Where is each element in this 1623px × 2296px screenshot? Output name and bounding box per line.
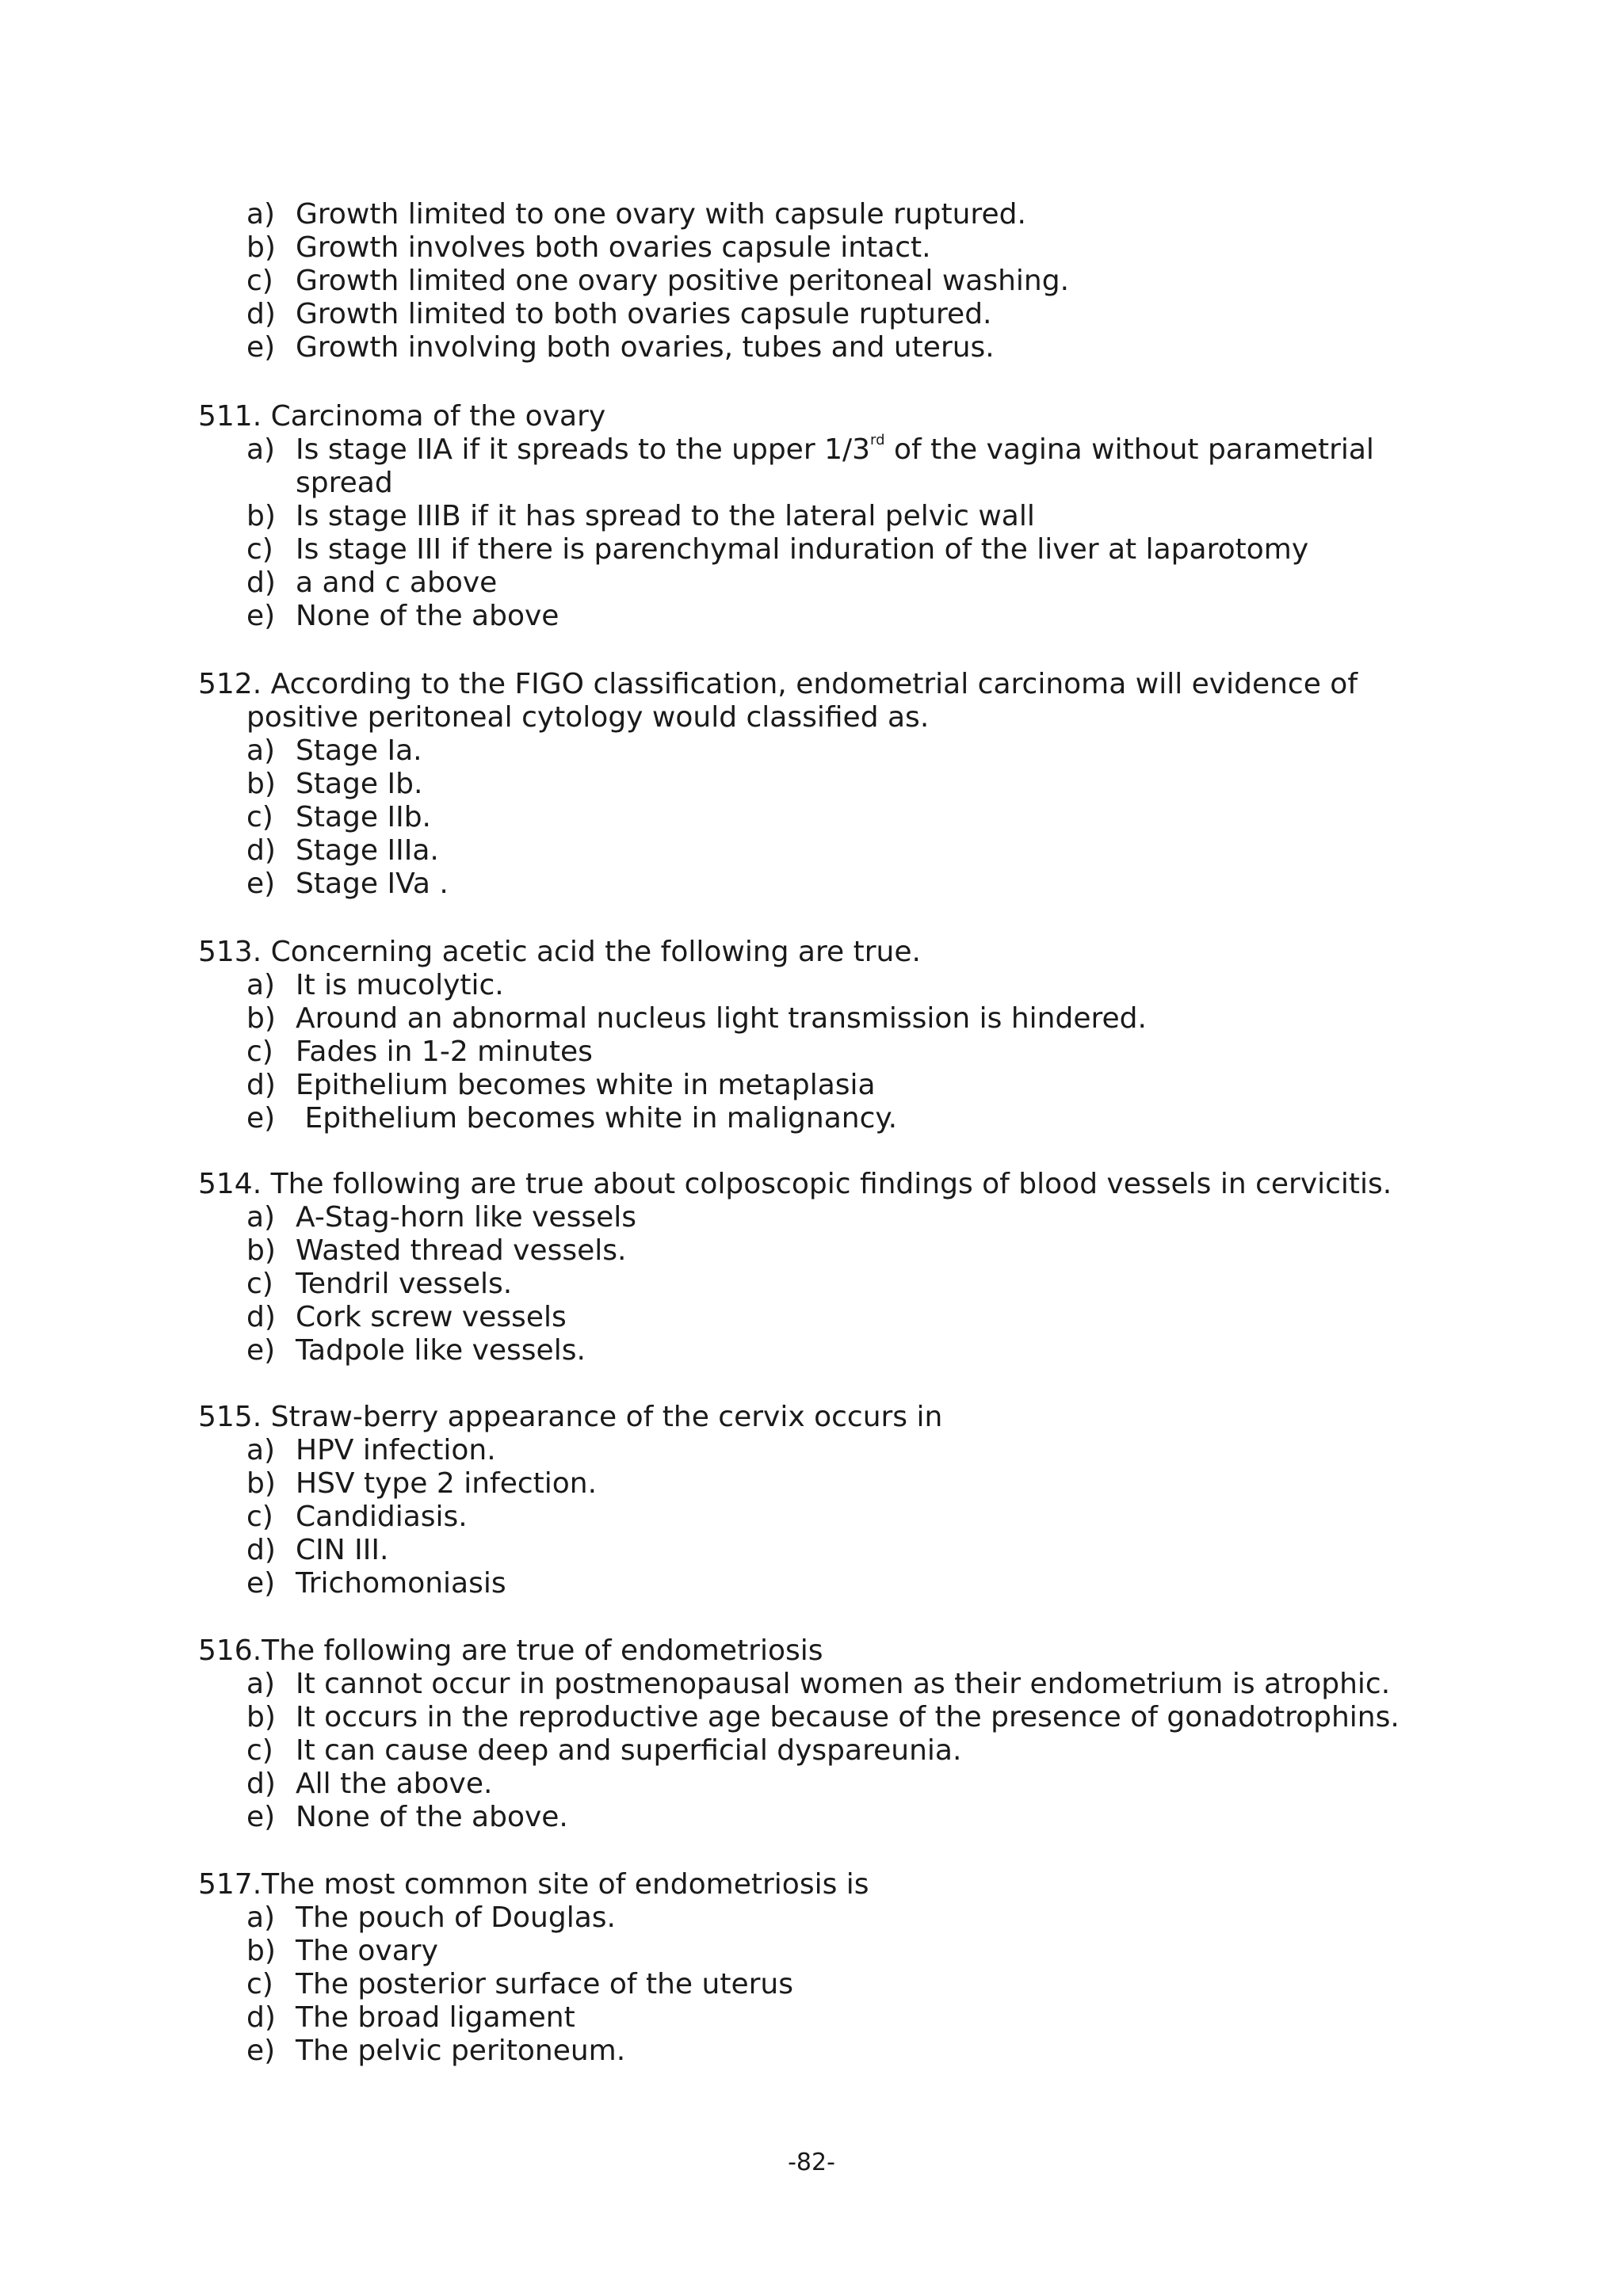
option-letter: a) <box>246 1901 276 1934</box>
option-a <box>246 198 1026 231</box>
option-text: It cannot occur in postmenopausal women as their endometrium is atrophic. <box>296 1668 1391 1700</box>
option-text: Is stage III if there is parenchymal induration of the liver at laparotomy <box>296 533 1309 566</box>
option-letter: b) <box>246 768 276 800</box>
option-c <box>246 1501 468 1534</box>
option-letter: c) <box>246 1501 273 1533</box>
option-text: Growth limited to one ovary with capsule ruptured. <box>296 198 1026 231</box>
option-letter: e) <box>246 868 276 900</box>
option-text: The pelvic peritoneum. <box>296 2035 626 2067</box>
option-letter: d) <box>246 834 276 867</box>
option-letter: c) <box>246 1035 273 1068</box>
option-letter: a) <box>246 1668 276 1700</box>
question-text-continuation: positive peritoneal cytology would classified as. <box>246 701 930 734</box>
option-d <box>246 1768 492 1801</box>
option-text: Stage Ib. <box>296 768 423 800</box>
option-d <box>246 1069 876 1102</box>
option-d <box>246 1301 567 1334</box>
option-text: Stage Ia. <box>296 734 422 767</box>
option-d <box>246 298 991 331</box>
option-text: Epithelium becomes white in metaplasia <box>296 1069 876 1101</box>
option-letter: a) <box>246 198 276 231</box>
option-text: A-Stag-horn like vessels <box>296 1201 636 1234</box>
option-c <box>246 1734 961 1768</box>
option-e <box>246 1334 586 1367</box>
option-letter: c) <box>246 1734 273 1767</box>
option-letter: d) <box>246 2001 276 2034</box>
option-letter: e) <box>246 1334 276 1367</box>
option-text: Fades in 1-2 minutes <box>296 1035 593 1068</box>
option-text: Growth limited to both ovaries capsule ruptured. <box>296 298 992 330</box>
option-d <box>246 834 439 868</box>
option-e <box>246 1102 897 1135</box>
option-text: Candidiasis. <box>296 1501 468 1533</box>
option-letter: c) <box>246 1968 273 2000</box>
page-number: -82- <box>788 2149 835 2176</box>
option-letter: e) <box>246 331 276 364</box>
option-b <box>246 1935 438 1968</box>
option-text: Cork screw vessels <box>296 1301 567 1333</box>
question-text: 512. According to the FIGO classification, endometrial carcinoma will evidence of <box>198 668 1358 700</box>
option-text: Stage IIb. <box>296 801 431 833</box>
option-letter: d) <box>246 1301 276 1333</box>
option-letter: d) <box>246 298 276 330</box>
option-c <box>246 533 1308 566</box>
option-a <box>246 433 1374 467</box>
option-b <box>246 500 1035 533</box>
question-text: 513. Concerning acetic acid the following are true. <box>198 936 921 968</box>
option-c <box>246 801 431 834</box>
option-text: All the above. <box>296 1768 493 1800</box>
question-text: 516.The following are true of endometriosis <box>198 1634 823 1667</box>
option-a <box>246 734 422 768</box>
option-letter: e) <box>246 1567 276 1600</box>
option-letter: e) <box>246 1102 276 1135</box>
option-c <box>246 1268 512 1301</box>
option-b <box>246 1701 1400 1734</box>
option-c <box>246 1035 593 1069</box>
option-d <box>246 566 497 600</box>
option-text: Growth involving both ovaries, tubes and uterus. <box>296 331 995 364</box>
option-letter: a) <box>246 734 276 767</box>
option-e <box>246 600 559 633</box>
option-letter: e) <box>246 2035 276 2067</box>
option-letter: b) <box>246 1935 276 1967</box>
option-text: The pouch of Douglas. <box>296 1901 616 1934</box>
question-text: 515. Straw-berry appearance of the cervix occurs in <box>198 1401 943 1433</box>
option-c <box>246 265 1069 298</box>
option-b <box>246 768 422 801</box>
option-letter: b) <box>246 1002 276 1035</box>
question-text: 511. Carcinoma of the ovary <box>198 400 606 433</box>
option-text: The ovary <box>296 1935 438 1967</box>
option-a <box>246 1901 616 1935</box>
ordinal-superscript: rd <box>870 432 885 448</box>
option-text: Epithelium becomes white in malignancy. <box>296 1102 898 1135</box>
option-text <box>296 433 1374 466</box>
option-letter: b) <box>246 1467 276 1500</box>
option-text: None of the above <box>296 600 559 632</box>
option-e <box>246 331 995 364</box>
option-text-continuation: spread <box>296 467 393 499</box>
option-text: None of the above. <box>296 1801 568 1833</box>
question-text: 514. The following are true about colposcopic findings of blood vessels in cervicitis. <box>198 1168 1392 1200</box>
option-text: It can cause deep and superficial dyspareunia. <box>296 1734 962 1767</box>
option-text: Stage IIIa. <box>296 834 439 867</box>
option-b <box>246 231 931 265</box>
option-letter: c) <box>246 801 273 833</box>
option-text: Around an abnormal nucleus light transmission is hindered. <box>296 1002 1147 1035</box>
question-text: 517.The most common site of endometriosis is <box>198 1868 869 1901</box>
option-text: CIN III. <box>296 1534 389 1566</box>
option-letter: e) <box>246 600 276 632</box>
option-text: HSV type 2 infection. <box>296 1467 598 1500</box>
option-letter: c) <box>246 1268 273 1300</box>
option-letter: d) <box>246 566 276 599</box>
option-text: It occurs in the reproductive age because of the presence of gonadotrophins. <box>296 1701 1400 1733</box>
option-text: Growth involves both ovaries capsule intact. <box>296 231 931 264</box>
option-letter: d) <box>246 1534 276 1566</box>
option-letter: e) <box>246 1801 276 1833</box>
option-b <box>246 1467 597 1501</box>
option-letter: b) <box>246 1701 276 1733</box>
option-letter: b) <box>246 1234 276 1267</box>
option-text-part: Is stage IIA if it spreads to the upper 1/3 <box>296 433 871 466</box>
option-a <box>246 1201 636 1234</box>
option-a <box>246 1434 496 1467</box>
option-letter: a) <box>246 1201 276 1234</box>
option-d <box>246 1534 388 1567</box>
option-d <box>246 2001 575 2035</box>
option-b <box>246 1234 626 1268</box>
option-b <box>246 1002 1147 1035</box>
option-text: It is mucolytic. <box>296 969 504 1001</box>
option-text: The posterior surface of the uterus <box>296 1968 793 2000</box>
option-text: Wasted thread vessels. <box>296 1234 627 1267</box>
option-text: The broad ligament <box>296 2001 575 2034</box>
option-e <box>246 2035 625 2068</box>
option-e <box>246 1801 568 1834</box>
option-text: Tendril vessels. <box>296 1268 513 1300</box>
option-text: Tadpole like vessels. <box>296 1334 586 1367</box>
option-e <box>246 1567 506 1600</box>
option-text: Is stage IIIB if it has spread to the lateral pelvic wall <box>296 500 1035 532</box>
option-letter: c) <box>246 533 273 566</box>
option-letter: d) <box>246 1069 276 1101</box>
option-letter: d) <box>246 1768 276 1800</box>
option-letter: c) <box>246 265 273 297</box>
option-text: Trichomoniasis <box>296 1567 506 1600</box>
option-letter: a) <box>246 969 276 1001</box>
option-e <box>246 868 449 901</box>
option-text: Growth limited one ovary positive peritoneal washing. <box>296 265 1070 297</box>
option-letter: b) <box>246 231 276 264</box>
option-c <box>246 1968 793 2001</box>
option-text: Stage IVa . <box>296 868 449 900</box>
option-text: a and c above <box>296 566 498 599</box>
option-text-part: of the vagina without parametrial <box>884 433 1374 466</box>
option-text: HPV infection. <box>296 1434 496 1466</box>
option-a <box>246 969 504 1002</box>
option-letter: a) <box>246 1434 276 1466</box>
option-letter: b) <box>246 500 276 532</box>
option-a <box>246 1668 1390 1701</box>
option-letter: a) <box>246 433 276 466</box>
